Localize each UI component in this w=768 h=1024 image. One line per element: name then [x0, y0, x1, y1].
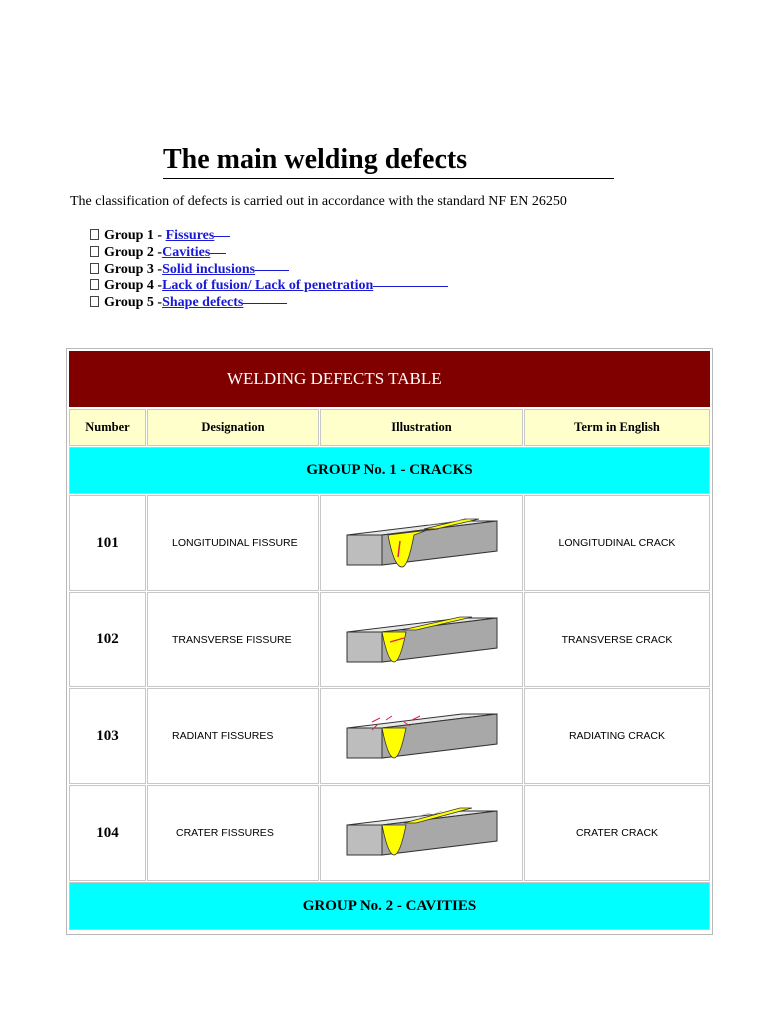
header-number: Number [69, 409, 146, 446]
header-designation: Designation [147, 409, 319, 446]
row-english: LONGITUDINAL CRACK [524, 495, 710, 591]
link-underline [373, 285, 448, 287]
row-illustration [320, 592, 523, 687]
link-underline [210, 252, 226, 254]
radiating-crack-illustration [342, 706, 502, 766]
link-fissures[interactable]: Fissures [165, 228, 215, 243]
link-underline [255, 269, 289, 271]
row-english: CRATER CRACK [524, 785, 710, 881]
row-designation: CRATER FISSURES [147, 785, 319, 881]
group-item-3 [90, 262, 448, 279]
row-number: 103 [69, 688, 146, 784]
group-item-5 [90, 295, 448, 312]
group-item-4 [90, 278, 448, 295]
link-underline [243, 302, 287, 304]
row-english: TRANSVERSE CRACK [524, 592, 710, 687]
crater-crack-illustration [342, 803, 502, 863]
row-illustration [320, 688, 523, 784]
link-lack-of-fusion[interactable]: Lack of fusion/ Lack of penetration [162, 278, 374, 294]
group-prefix: Group 4 - [104, 278, 163, 294]
table-title [69, 351, 710, 407]
group-prefix: Group 5 - [104, 295, 163, 311]
row-designation: LONGITUDINAL FISSURE [147, 495, 319, 591]
header-english: Term in English [524, 409, 710, 446]
group-2-header: GROUP No. 2 - CAVITIES [69, 882, 710, 930]
row-number: 104 [69, 785, 146, 881]
bullet-box-icon [90, 246, 99, 257]
bullet-box-icon [90, 229, 99, 240]
row-number: 101 [69, 495, 146, 591]
defects-table [66, 348, 713, 935]
link-cavities[interactable]: Cavities [162, 244, 211, 260]
row-illustration [320, 785, 523, 881]
row-designation: RADIANT FISSURES [147, 688, 319, 784]
group-list [90, 228, 448, 312]
bullet-box-icon [90, 279, 99, 290]
group-prefix: Group 3 - [104, 261, 163, 277]
group-item-2 [90, 245, 448, 262]
bullet-box-icon [90, 296, 99, 307]
row-illustration [320, 495, 523, 591]
group-prefix: Group 2 - [104, 244, 163, 260]
link-shape-defects[interactable]: Shape defects [162, 295, 244, 311]
group-prefix: Group 1 - [104, 228, 166, 243]
header-illustration: Illustration [320, 409, 523, 446]
group-item-1 [90, 228, 448, 245]
row-designation: TRANSVERSE FISSURE [147, 592, 319, 687]
row-number: 102 [69, 592, 146, 687]
table-title-text: WELDING DEFECTS TABLE [227, 369, 442, 388]
transverse-crack-illustration [342, 610, 502, 670]
bullet-box-icon [90, 263, 99, 274]
longitudinal-crack-illustration [342, 513, 502, 573]
group-1-header: GROUP No. 1 - CRACKS [69, 447, 710, 494]
link-solid-inclusions[interactable]: Solid inclusions [162, 261, 256, 277]
page-title: The main welding defects [163, 142, 614, 179]
intro-text: The classification of defects is carried out in accordance with the standard NF EN 26250 [70, 194, 567, 209]
row-english: RADIATING CRACK [524, 688, 710, 784]
link-underline [214, 235, 230, 237]
